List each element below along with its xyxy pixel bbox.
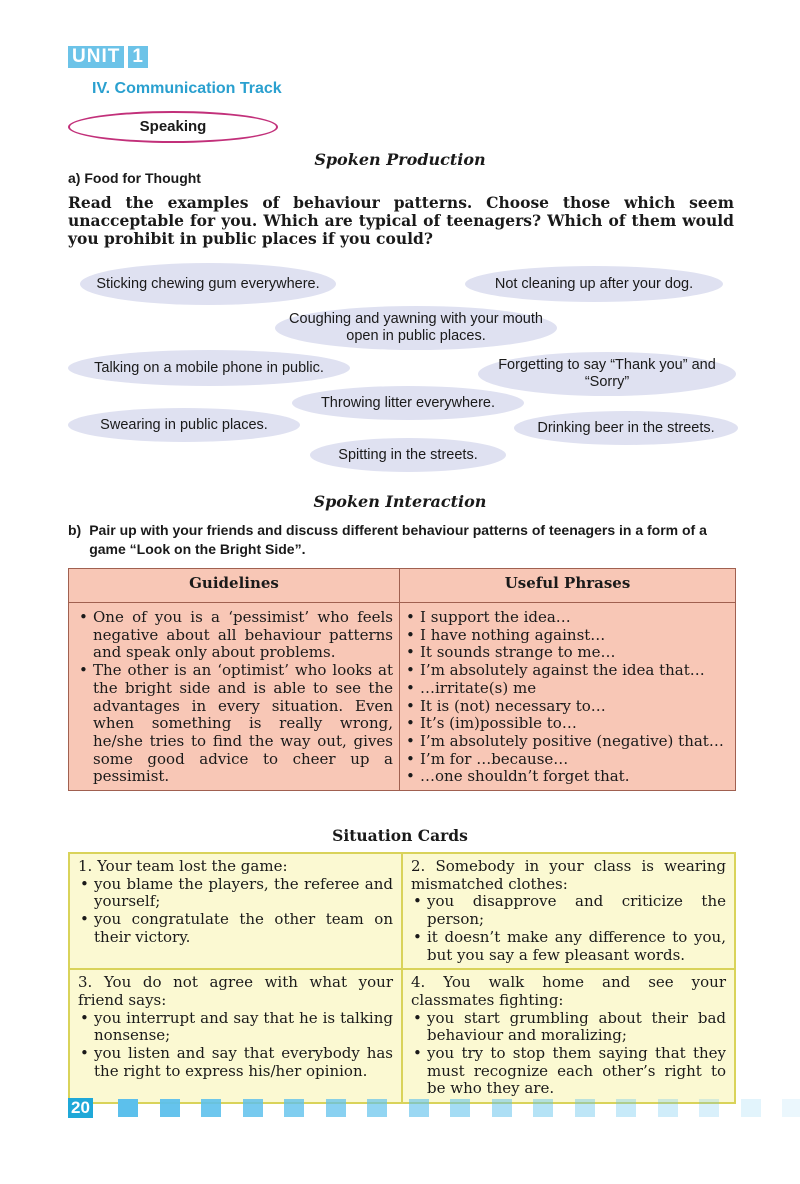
list-item: • It is (not) necessary to… bbox=[404, 698, 729, 716]
list-item: • I have nothing against… bbox=[404, 627, 729, 645]
card-lead: 3. You do not agree with what your friend says: bbox=[78, 973, 393, 1009]
section-title: IV. Communication Track bbox=[92, 80, 282, 97]
card-options bbox=[78, 876, 393, 947]
list-item: • you congratulate the other team on their victory. bbox=[78, 911, 393, 946]
decorative-square bbox=[616, 1099, 636, 1117]
decorative-square bbox=[409, 1099, 429, 1117]
decorative-square bbox=[575, 1099, 595, 1117]
list-item: • …one shouldn’t forget that. bbox=[404, 768, 729, 786]
list-item: • you try to stop them saying that they must recognize each other’s right to be who they are. bbox=[411, 1045, 726, 1098]
behaviour-bubble: Spitting in the streets. bbox=[310, 438, 506, 472]
list-item: • you blame the players, the referee and yourself; bbox=[78, 876, 393, 911]
card-options bbox=[411, 893, 726, 964]
decorative-square bbox=[450, 1099, 470, 1117]
card-lead: 2. Somebody in your class is wearing mismatched clothes: bbox=[411, 857, 726, 893]
card-lead: 4. You walk home and see your classmates fighting: bbox=[411, 973, 726, 1009]
situation-cards-title: Situation Cards bbox=[332, 826, 468, 845]
decorative-square bbox=[533, 1099, 553, 1117]
list-item: • I’m for …because… bbox=[404, 751, 729, 769]
useful-phrases-header: Useful Phrases bbox=[400, 569, 736, 603]
unit-label bbox=[68, 46, 148, 68]
list-item: • I support the idea… bbox=[404, 609, 729, 627]
decorative-square bbox=[284, 1099, 304, 1117]
decorative-square bbox=[201, 1099, 221, 1117]
decorative-square bbox=[492, 1099, 512, 1117]
list-item: • …irritate(s) me bbox=[404, 680, 729, 698]
decorative-square bbox=[118, 1099, 138, 1117]
guidelines-header: Guidelines bbox=[69, 569, 400, 603]
list-item: • you disapprove and criticize the person; bbox=[411, 893, 726, 928]
list-item: • I’m absolutely against the idea that… bbox=[404, 662, 729, 680]
behaviour-bubble: Sticking chewing gum everywhere. bbox=[80, 263, 336, 305]
list-item: • you listen and say that everybody has the right to express his/her opinion. bbox=[78, 1045, 393, 1080]
guidelines-list bbox=[77, 609, 393, 786]
part-a-instructions: Read the examples of behaviour patterns. Choose those which seem unacceptable for you. Which are typical of teenagers? Which of them would you prohibit in public places if you could? bbox=[68, 193, 734, 248]
spoken-interaction-heading: Spoken Interaction bbox=[313, 492, 487, 511]
part-b-label: b) bbox=[68, 522, 82, 538]
decorative-square bbox=[699, 1099, 719, 1117]
list-item: • One of you is a ‘pessimist’ who feels negative about all behaviour patterns and speak only about problems. bbox=[77, 609, 393, 662]
unit-word: UNIT bbox=[68, 46, 124, 68]
behaviour-bubble: Throwing litter everywhere. bbox=[292, 386, 524, 420]
guidelines-table bbox=[68, 568, 736, 791]
list-item: • The other is an ‘optimist’ who looks at the bright side and is able to see the advantages in every situation. Even when something is really wrong, he/she tries to find the way out, gives some good advice to cheer up a pessimist. bbox=[77, 662, 393, 786]
part-b-text: Pair up with your friends and discuss different behaviour patterns of teenagers in a form of a game “Look on the Bright Side”. bbox=[89, 522, 707, 557]
spoken-production-heading: Spoken Production bbox=[314, 150, 486, 169]
behaviour-bubble: Talking on a mobile phone in public. bbox=[68, 350, 350, 386]
behaviour-bubble: Drinking beer in the streets. bbox=[514, 411, 738, 445]
list-item: • you interrupt and say that he is talking nonsense; bbox=[78, 1010, 393, 1045]
decorative-square bbox=[243, 1099, 263, 1117]
situation-card bbox=[69, 853, 402, 969]
list-item: • It sounds strange to me… bbox=[404, 644, 729, 662]
situation-card bbox=[402, 853, 735, 969]
food-for-thought-title: a) Food for Thought bbox=[68, 170, 201, 186]
card-options bbox=[78, 1010, 393, 1081]
decorative-square bbox=[367, 1099, 387, 1117]
card-lead: 1. Your team lost the game: bbox=[78, 857, 288, 875]
list-item: • it doesn’t make any difference to you, but you say a few pleasant words. bbox=[411, 929, 726, 964]
decorative-square bbox=[741, 1099, 761, 1117]
situation-card bbox=[69, 969, 402, 1103]
card-options bbox=[411, 1010, 726, 1099]
behaviour-bubble: Swearing in public places. bbox=[68, 408, 300, 442]
behaviour-bubble: Not cleaning up after your dog. bbox=[465, 266, 723, 302]
phrases-list bbox=[404, 609, 729, 786]
behaviour-bubble: Forgetting to say “Thank you” and “Sorry” bbox=[478, 352, 736, 396]
decorative-square bbox=[658, 1099, 678, 1117]
unit-number: 1 bbox=[128, 46, 148, 68]
part-b-instructions bbox=[68, 521, 736, 559]
situation-cards bbox=[68, 852, 736, 1104]
decorative-square bbox=[160, 1099, 180, 1117]
behaviour-bubble: Coughing and yawning with your mouth open in public places. bbox=[275, 306, 557, 350]
list-item: • I’m absolutely positive (negative) that… bbox=[404, 733, 729, 751]
speaking-badge: Speaking bbox=[68, 111, 278, 143]
list-item: • you start grumbling about their bad behaviour and moralizing; bbox=[411, 1010, 726, 1045]
decorative-square bbox=[782, 1099, 800, 1117]
page-number: 20 bbox=[68, 1098, 93, 1118]
list-item: • It’s (im)possible to… bbox=[404, 715, 729, 733]
decorative-square bbox=[326, 1099, 346, 1117]
situation-card bbox=[402, 969, 735, 1103]
